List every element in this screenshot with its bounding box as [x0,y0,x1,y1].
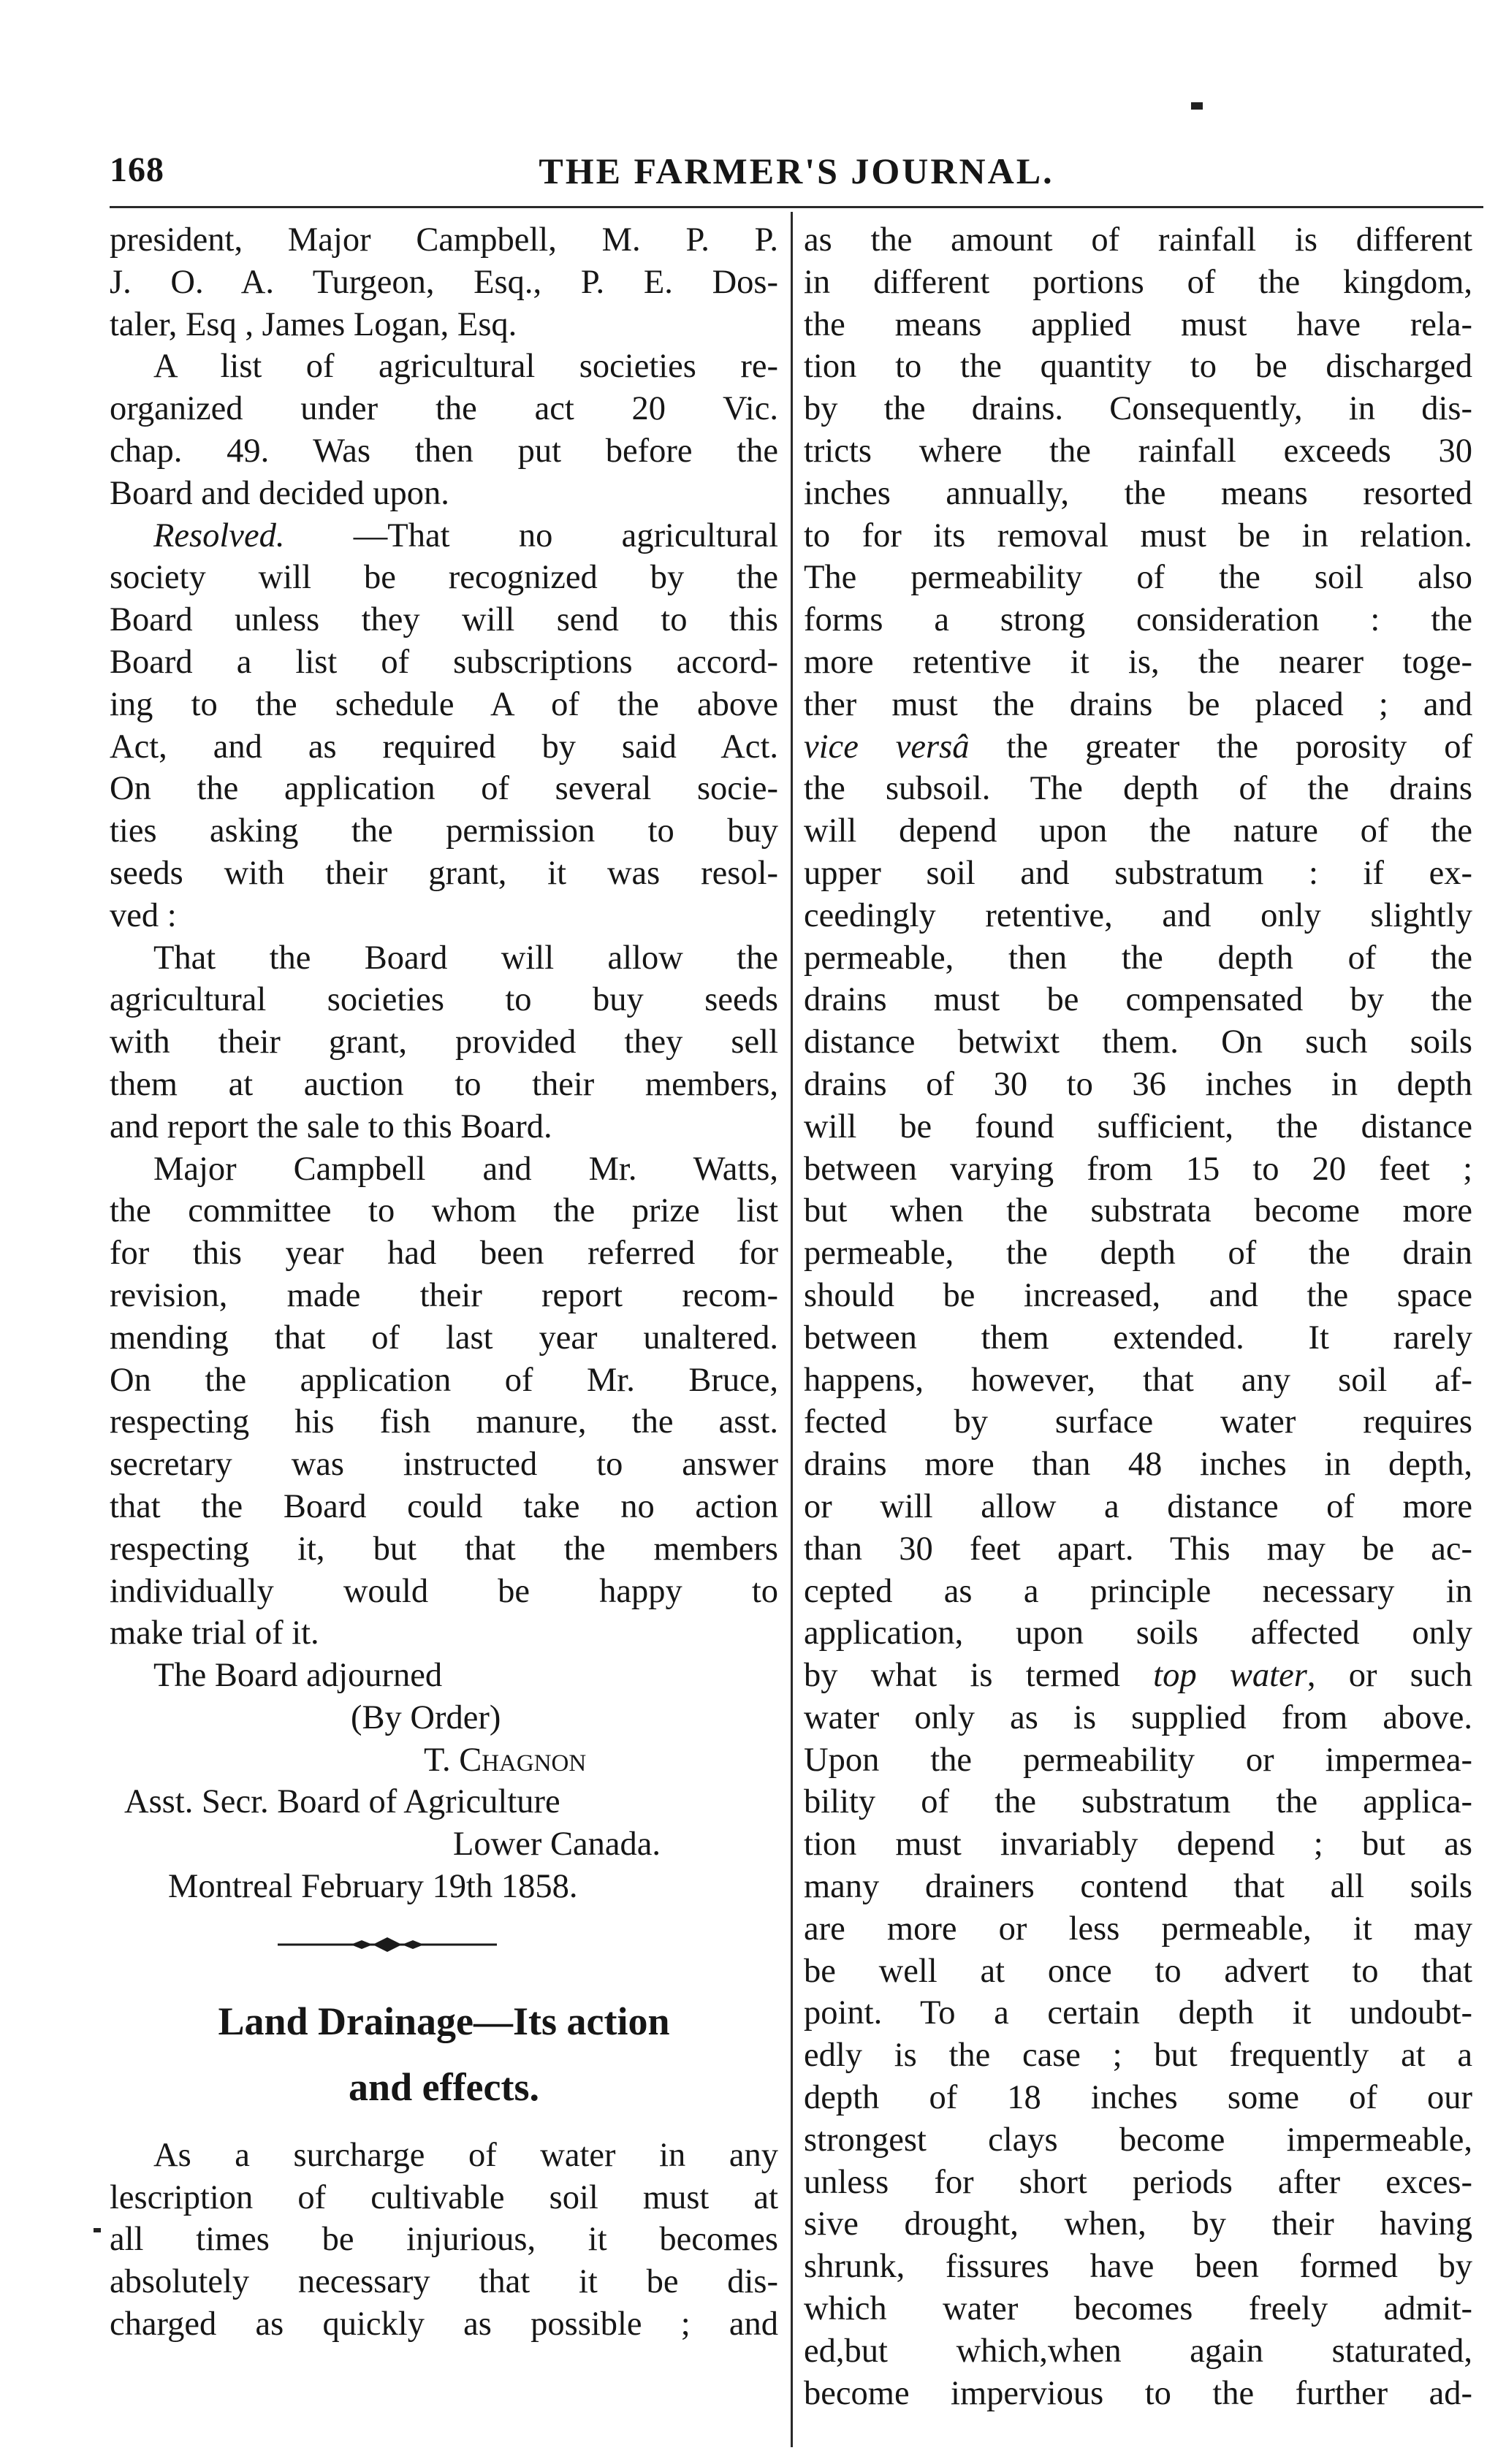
text-line: will depend upon the nature of the [804,812,1472,850]
text-line: strongest clays become impermeable, [804,2121,1472,2159]
column-divider [791,212,793,2447]
text-line: become impervious to the further ad- [804,2374,1472,2412]
text-line: permeable, then the depth of the [804,939,1472,977]
text-line: sive drought, when, by their having [804,2205,1472,2243]
text-line: or will allow a distance of more [804,1487,1472,1525]
text-line: point. To a certain depth it undoubt- [804,1994,1472,2032]
article-heading: Land Drainage—Its action [218,1999,670,2043]
text-line: with their grant, provided they sell [110,1023,778,1061]
text-line: should be increased, and the space [804,1276,1472,1314]
text-line: will be found sufficient, the distance [804,1107,1472,1145]
text-line: forms a strong consideration : the [804,601,1472,639]
text-line: society will be recognized by the [110,559,778,597]
text-line: charged as quickly as possible ; and [110,2305,778,2343]
text-line: absolutely necessary that it be dis- [110,2263,778,2301]
text-line: that the Board could take no action [110,1487,778,1525]
print-mark [1191,102,1203,110]
text-line: are more or less permeable, it may [804,1910,1472,1948]
signature-date: Montreal February 19th 1858. [168,1868,578,1906]
text-line: drains more than 48 inches in depth, [804,1446,1472,1484]
text-line: for this year had been referred for [110,1235,778,1273]
text-line: edly is the case ; but frequently at a [804,2037,1472,2075]
text-line: ved : [110,896,177,934]
text-line: organized under the act 20 Vic. [110,390,778,428]
text-line: by the drains. Consequently, in dis- [804,390,1472,428]
text-line: upper soil and substratum : if ex- [804,854,1472,892]
text-line: the committee to whom the prize list [110,1192,778,1230]
text-line: ed,but which,when again staturated, [804,2332,1472,2370]
text-line: between them extended. It rarely [804,1319,1472,1357]
text-line: president, Major Campbell, M. P. P. [110,221,778,259]
text-line: than 30 feet apart. This may be ac- [804,1530,1472,1568]
text-line: taler, Esq , James Logan, Esq. [110,305,517,343]
text-line: drains of 30 to 36 inches in depth [804,1065,1472,1103]
text-line: by what is termed top water, or such [804,1657,1472,1695]
text-line: Upon the permeability or impermea- [804,1741,1472,1779]
text-line: inches annually, the means resorted [804,474,1472,512]
text-line: respecting his fish manure, the asst. [110,1403,778,1441]
text-line: drains must be compensated by the [804,981,1472,1019]
text-line: all times be injurious, it becomes [110,2221,778,2259]
text-line: unless for short periods after exces- [804,2163,1472,2201]
text-line: Resolved. —That no agricultural [153,516,778,554]
text-line: A list of agricultural societies re- [153,348,778,386]
text-line: agricultural societies to buy seeds [110,981,778,1019]
text-line: J. O. A. Turgeon, Esq., P. E. Dos- [110,263,778,301]
text-line: depth of 18 inches some of our [804,2079,1472,2117]
left-column [110,219,778,2346]
text-line: Act, and as required by said Act. [110,728,778,766]
signature-title: Asst. Secr. Board of Agriculture [124,1783,560,1821]
signature-title: Lower Canada. [453,1826,661,1864]
text-line: make trial of it. [110,1614,319,1652]
text-line: many drainers contend that all soils [804,1868,1472,1906]
text-line: more retentive it is, the nearer toge- [804,643,1472,681]
text-line: Board unless they will send to this [110,601,778,639]
signature-name: T. Chagnon [424,1741,587,1779]
text-line: bility of the substratum the applica- [804,1783,1472,1821]
text-line: chap. 49. Was then put before the [110,432,778,470]
text-line: The permeability of the soil also [804,559,1472,597]
ornament-divider [110,1908,778,1988]
text-line: in different portions of the kingdom, [804,263,1472,301]
text-line: application, upon soils affected only [804,1614,1472,1652]
journal-title: THE FARMER'S JOURNAL. [539,150,1054,191]
right-column [804,219,1472,2414]
spacer [110,2120,778,2135]
text-line: between varying from 15 to 20 feet ; [804,1150,1472,1188]
page-header [110,150,1483,201]
print-mark [94,2228,101,2232]
text-line: the subsoil. The depth of the drains [804,770,1472,808]
text-line: which water becomes freely admit- [804,2290,1472,2328]
text-line: Board and decided upon. [110,474,449,512]
text-line: On the application of Mr. Bruce, [110,1361,778,1399]
text-line: secretary was instructed to answer [110,1446,778,1484]
text-line: distance betwixt them. On such soils [804,1023,1472,1061]
text-line: ther must the drains be placed ; and [804,685,1472,723]
text-line: respecting it, but that the members [110,1530,778,1568]
by-order-line: (By Order) [351,1698,501,1736]
article-heading: and effects. [349,2064,539,2109]
text-line: That the Board will allow the [153,939,778,977]
text-line: mending that of last year unaltered. [110,1319,778,1357]
text-line: to for its removal must be in relation. [804,516,1472,554]
text-line: As a surcharge of water in any [153,2136,778,2174]
text-line: ties asking the permission to buy [110,812,778,850]
text-line: cepted as a principle necessary in [804,1572,1472,1610]
text-line: permeable, the depth of the drain [804,1235,1472,1273]
text-line: but when the substrata become more [804,1192,1472,1230]
page-number: 168 [110,150,164,189]
text-line: happens, however, that any soil af- [804,1361,1472,1399]
text-line: Board a list of subscriptions accord- [110,643,778,681]
text-line: tion must invariably depend ; but as [804,1826,1472,1864]
text-line: fected by surface water requires [804,1403,1472,1441]
text-line: as the amount of rainfall is different [804,221,1472,259]
text-line: ceedingly retentive, and only slightly [804,896,1472,934]
text-line: On the application of several socie- [110,770,778,808]
text-line: shrunk, fissures have been formed by [804,2248,1472,2286]
text-line: lescription of cultivable soil must at [110,2178,778,2216]
text-line: and report the sale to this Board. [110,1107,552,1145]
text-line: revision, made their report recom- [110,1276,778,1314]
text-line: vice versâ the greater the porosity of [804,728,1473,766]
header-rule [110,206,1483,208]
ornament-rule-icon [278,1934,497,1956]
text-line: the means applied must have rela- [804,305,1472,343]
text-line: seeds with their grant, it was resol- [110,854,778,892]
text-line: them at auction to their members, [110,1065,778,1103]
text-line: tion to the quantity to be discharged [804,348,1472,386]
text-line: individually would be happy to [110,1572,778,1610]
text-line: The Board adjourned [153,1657,443,1695]
text-line: Major Campbell and Mr. Watts, [153,1150,778,1188]
text-line: ing to the schedule A of the above [110,685,778,723]
text-line: water only as is supplied from above. [804,1698,1472,1736]
text-line: be well at once to advert to that [804,1952,1472,1990]
text-line: tricts where the rainfall exceeds 30 [804,432,1472,470]
